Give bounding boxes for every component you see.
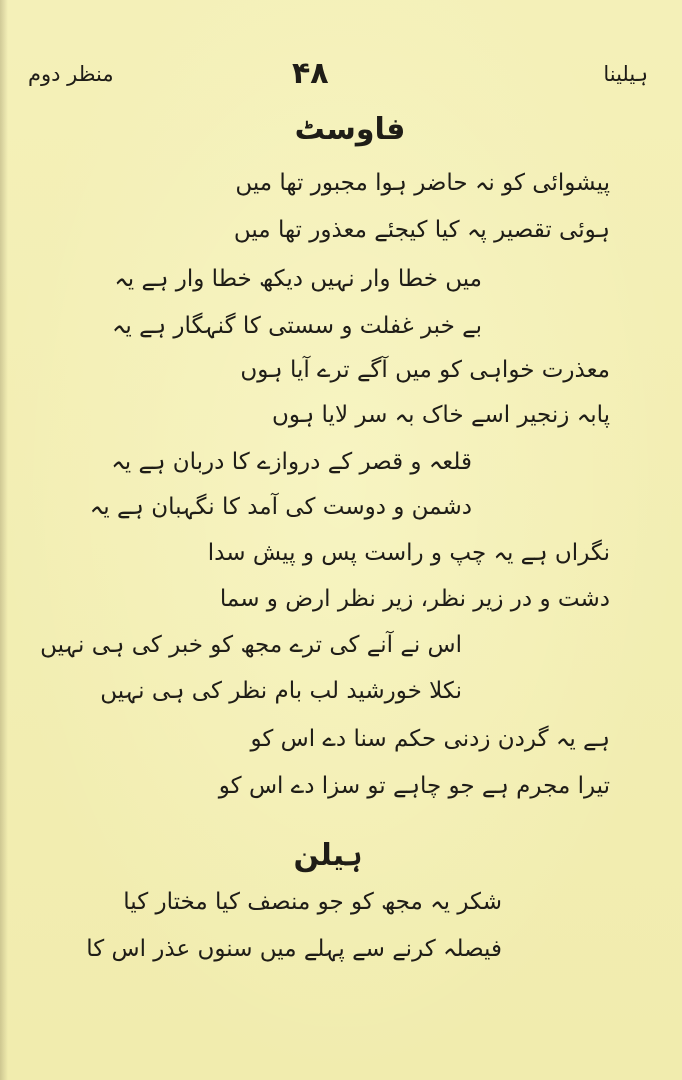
verse-line: ہوئی تقصیر پہ کیا کیجئے معذور تھا میں bbox=[233, 217, 610, 243]
speaker-helen: ہیلن bbox=[293, 838, 363, 873]
page-edge-shadow bbox=[0, 0, 8, 1080]
verse-line: نگراں ہے یہ چپ و راست پس و پیش سدا bbox=[207, 540, 610, 566]
verse-line: معذرت خواہی کو میں آگے ترے آیا ہوں bbox=[240, 357, 610, 383]
verse-line: ہے یہ گردن زدنی حکم سنا دے اس کو bbox=[250, 726, 610, 752]
verse-line: میں خطا وار نہیں دیکھ خطا وار ہے یہ bbox=[114, 266, 482, 292]
verse-line: اس نے آنے کی ترے مجھ کو خبر کی ہی نہیں bbox=[40, 632, 462, 658]
verse-line: پابہ زنجیر اسے خاک بہ سر لایا ہوں bbox=[271, 402, 610, 428]
verse-line: نکلا خورشید لب بام نظر کی ہی نہیں bbox=[100, 678, 462, 704]
verse-line: بے خبر غفلت و سستی کا گنہگار ہے یہ bbox=[111, 313, 482, 339]
page-number: ۴۸ bbox=[292, 56, 329, 91]
speaker-faust: فاوسٹ bbox=[294, 112, 406, 147]
header-book-title: ہیلینا bbox=[603, 62, 648, 86]
verse-line: قلعہ و قصر کے دروازے کا دربان ہے یہ bbox=[111, 449, 472, 475]
verse-line: تیرا مجرم ہے جو چاہے تو سزا دے اس کو bbox=[218, 773, 610, 799]
verse-line: شکر یہ مجھ کو جو منصف کیا مختار کیا bbox=[123, 889, 502, 915]
verse-line: دشمن و دوست کی آمد کا نگہبان ہے یہ bbox=[89, 494, 472, 520]
header-scene-label: منظر دوم bbox=[28, 62, 114, 86]
verse-line: فیصلہ کرنے سے پہلے میں سنوں عذر اس کا bbox=[86, 936, 502, 962]
verse-line: پیشوائی کو نہ حاضر ہوا مجبور تھا میں bbox=[235, 170, 610, 196]
verse-line: دشت و در زیر نظر، زیر نظر ارض و سما bbox=[219, 586, 610, 612]
